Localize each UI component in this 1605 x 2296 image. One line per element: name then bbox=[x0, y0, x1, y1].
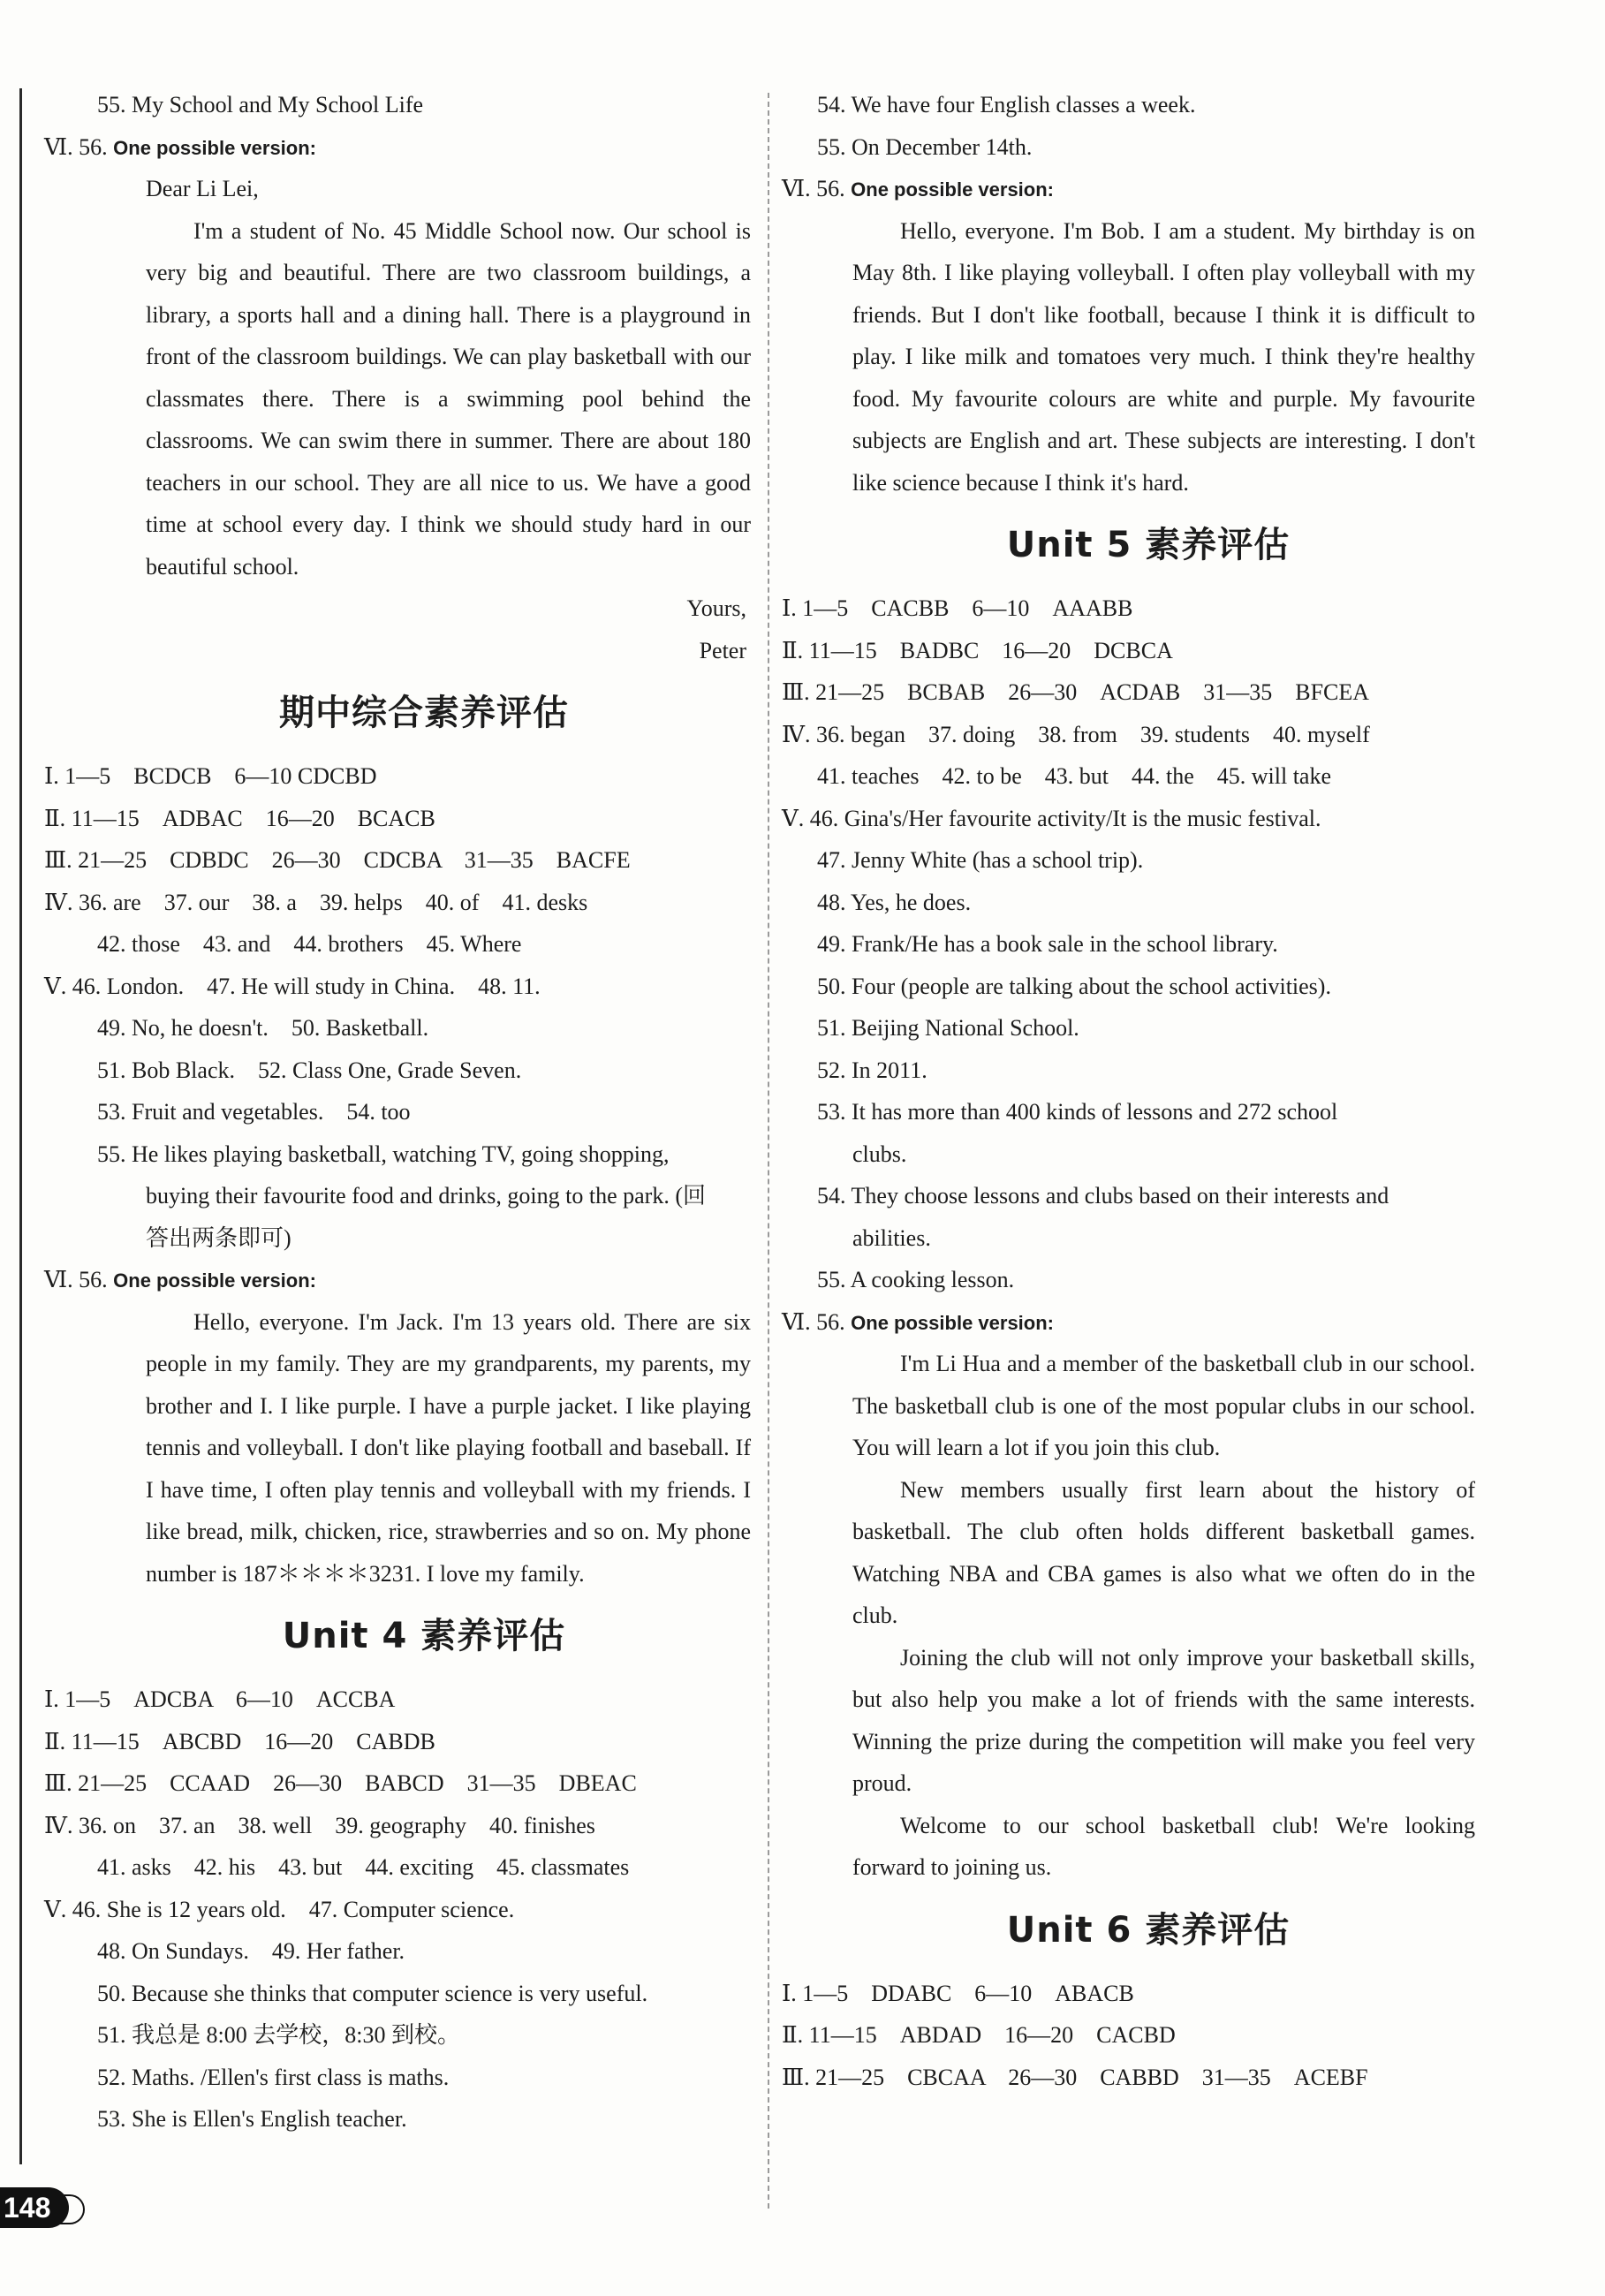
answer-line: 51. 我总是 8:00 去学校，8:30 到校。 bbox=[97, 2022, 460, 2048]
right-column bbox=[782, 84, 1480, 2098]
answer-line: 55. He likes playing basketball, watching TV, going shopping, bbox=[97, 1140, 670, 1167]
page-number: 148 bbox=[0, 2187, 69, 2228]
answer-line: Ⅱ. 11—15 BADBC 16—20 DCBCA bbox=[782, 637, 1173, 663]
answer-line: Ⅲ. 21—25 CDBDC 26—30 CDCBA 31—35 BACFE bbox=[44, 847, 631, 873]
answer-line: 41. asks 42. his 43. but 44. exciting 45. classmates bbox=[97, 1854, 630, 1880]
midterm-title: 期中综合素养评估 bbox=[279, 693, 569, 733]
answer-line: 47. Jenny White (has a school trip). bbox=[817, 847, 1144, 873]
answer-line: Ⅰ. 1—5 BCDCB 6—10 CDCBD bbox=[44, 763, 377, 789]
answer-line: Ⅱ. 11—15 ADBAC 16—20 BCACB bbox=[44, 805, 435, 831]
unit5-title: Unit 5 素养评估 bbox=[1006, 525, 1291, 565]
letter-greeting: Dear Li Lei, bbox=[146, 176, 259, 201]
answer-line: abilities. bbox=[852, 1224, 931, 1251]
answer-line: Ⅱ. 11—15 ABCBD 16—20 CABDB bbox=[44, 1728, 435, 1754]
answer-line: 55. On December 14th. bbox=[817, 133, 1033, 160]
essay-body: Hello, everyone. I'm Bob. I am a student. My birthday is on May 8th. I like playing volleyball. I often play volleyball with my friends. But I don't like football, because I think it is difficult to play. I like milk and tomatoes very much. I think they're healthy food. My favourite colours are white and purple. My favourite subjects are English and art. These subjects are interesting. I don't like science because I think it's hard. bbox=[852, 217, 1475, 496]
answer-line: Ⅰ. 1—5 CACBB 6—10 AAABB bbox=[782, 595, 1133, 621]
answer-line: Ⅴ. 46. She is 12 years old. 47. Computer science. bbox=[44, 1896, 515, 1922]
answer-line: Ⅴ. 46. Gina's/Her favourite activity/It is the music festival. bbox=[782, 805, 1321, 831]
letter-body: I'm a student of No. 45 Middle School now. Our school is very big and beautiful. There are two classroom buildings, a library, a sports hall and a dining hall. There is a playground in front of the classroom buildings. We can play basketball with our classmates there. There is a swimming pool behind the classrooms. We can swim there in summer. There are about 180 teachers in our school. They are all nice to us. We have a good time at school every day. I think we should study hard in our beautiful school. bbox=[146, 217, 751, 580]
answer-line: Ⅴ. 46. London. 47. He will study in China. 48. 11. bbox=[44, 973, 541, 999]
answer-line: 50. Because she thinks that computer science is very useful. bbox=[97, 1980, 648, 2006]
section-heading: Ⅵ. 56. One possible version: bbox=[44, 133, 316, 160]
letter-signature: Peter bbox=[699, 637, 746, 663]
essay-paragraph: Welcome to our school basketball club! We're looking forward to joining us. bbox=[852, 1812, 1475, 1880]
page-edge-line bbox=[19, 88, 22, 2164]
answer-line: Ⅰ. 1—5 DDABC 6—10 ABACB bbox=[782, 1980, 1134, 2006]
answer-line: 49. Frank/He has a book sale in the school library. bbox=[817, 931, 1278, 957]
column-divider bbox=[768, 93, 769, 2209]
essay-paragraph: Joining the club will not only improve your basketball skills, but also help you make a lot of friends with the same interests. Winning the prize during the competition will make you feel very proud. bbox=[852, 1644, 1475, 1796]
section-heading: Ⅵ. 56. One possible version: bbox=[782, 1308, 1054, 1335]
answer-line: 48. On Sundays. 49. Her father. bbox=[97, 1938, 405, 1964]
answer-line: Ⅲ. 21—25 CBCAA 26—30 CABBD 31—35 ACEBF bbox=[782, 2064, 1368, 2090]
essay-paragraph: New members usually first learn about the history of basketball. The club often holds different basketball games. Watching NBA and CBA games is also what we often do in the club. bbox=[852, 1476, 1475, 1628]
section-heading: Ⅵ. 56. One possible version: bbox=[44, 1267, 316, 1292]
answer-line: 53. Fruit and vegetables. 54. too bbox=[97, 1099, 411, 1125]
answer-line: 55. A cooking lesson. bbox=[817, 1267, 1015, 1292]
answer-line: Ⅲ. 21—25 CCAAD 26—30 BABCD 31—35 DBEAC bbox=[44, 1770, 637, 1796]
unit6-title: Unit 6 素养评估 bbox=[1006, 1909, 1291, 1951]
answer-line: buying their favourite food and drinks, going to the park. (回 bbox=[146, 1183, 706, 1209]
answer-line: 49. No, he doesn't. 50. Basketball. bbox=[97, 1015, 429, 1041]
answer-line: Ⅳ. 36. began 37. doing 38. from 39. students 40. myself bbox=[782, 721, 1370, 747]
answer-line: Ⅳ. 36. are 37. our 38. a 39. helps 40. of 41. desks bbox=[44, 889, 588, 915]
unit4-title: Unit 4 素养评估 bbox=[282, 1616, 566, 1656]
answer-line: 53. She is Ellen's English teacher. bbox=[97, 2106, 407, 2132]
answer-line: Ⅰ. 1—5 ADCBA 6—10 ACCBA bbox=[44, 1686, 396, 1712]
answer-line: 51. Bob Black. 52. Class One, Grade Seven. bbox=[97, 1057, 522, 1083]
answer-line: 55. My School and My School Life bbox=[97, 92, 424, 117]
answer-line: 52. In 2011. bbox=[817, 1057, 927, 1083]
answer-line: 54. They choose lessons and clubs based on their interests and bbox=[817, 1183, 1389, 1209]
letter-closing: Yours, bbox=[686, 595, 746, 621]
answer-line: 41. teaches 42. to be 43. but 44. the 45. will take bbox=[817, 763, 1332, 789]
answer-line: 48. Yes, he does. bbox=[817, 889, 972, 915]
answer-line: 53. It has more than 400 kinds of lessons and 272 school bbox=[817, 1099, 1338, 1125]
answer-line: 42. those 43. and 44. brothers 45. Where bbox=[97, 931, 522, 957]
answer-line: clubs. bbox=[852, 1140, 907, 1167]
section-heading: Ⅵ. 56. One possible version: bbox=[782, 176, 1054, 201]
answer-line: Ⅲ. 21—25 BCBAB 26—30 ACDAB 31—35 BFCEA bbox=[782, 679, 1370, 705]
left-column bbox=[44, 84, 751, 2141]
answer-line: Ⅱ. 11—15 ABDAD 16—20 CACBD bbox=[782, 2022, 1176, 2048]
essay-paragraph: I'm Li Hua and a member of the basketball club in our school. The basketball club is one of the most popular clubs in our school. You will learn a lot if you join this club. bbox=[852, 1351, 1475, 1460]
answer-line: 51. Beijing National School. bbox=[817, 1015, 1079, 1041]
answer-line: Ⅳ. 36. on 37. an 38. well 39. geography 40. finishes bbox=[44, 1812, 595, 1838]
answer-line: 50. Four (people are talking about the school activities). bbox=[817, 973, 1331, 999]
answer-line: 答出两条即可) bbox=[146, 1224, 291, 1251]
essay-body: Hello, everyone. I'm Jack. I'm 13 years old. There are six people in my family. They are my grandparents, my parents, my brother and I. I like purple. I have a purple jacket. I like playing tennis and volleyball. I don't like playing football and baseball. If I have time, I often play tennis and volleyball with my friends. I like bread, milk, chicken, rice, strawberries and so on. My phone number is 187＊＊＊＊3231. I love my family. bbox=[146, 1308, 751, 1587]
answer-line: 52. Maths. /Ellen's first class is maths. bbox=[97, 2064, 450, 2090]
answer-line: 54. We have four English classes a week. bbox=[817, 92, 1196, 117]
